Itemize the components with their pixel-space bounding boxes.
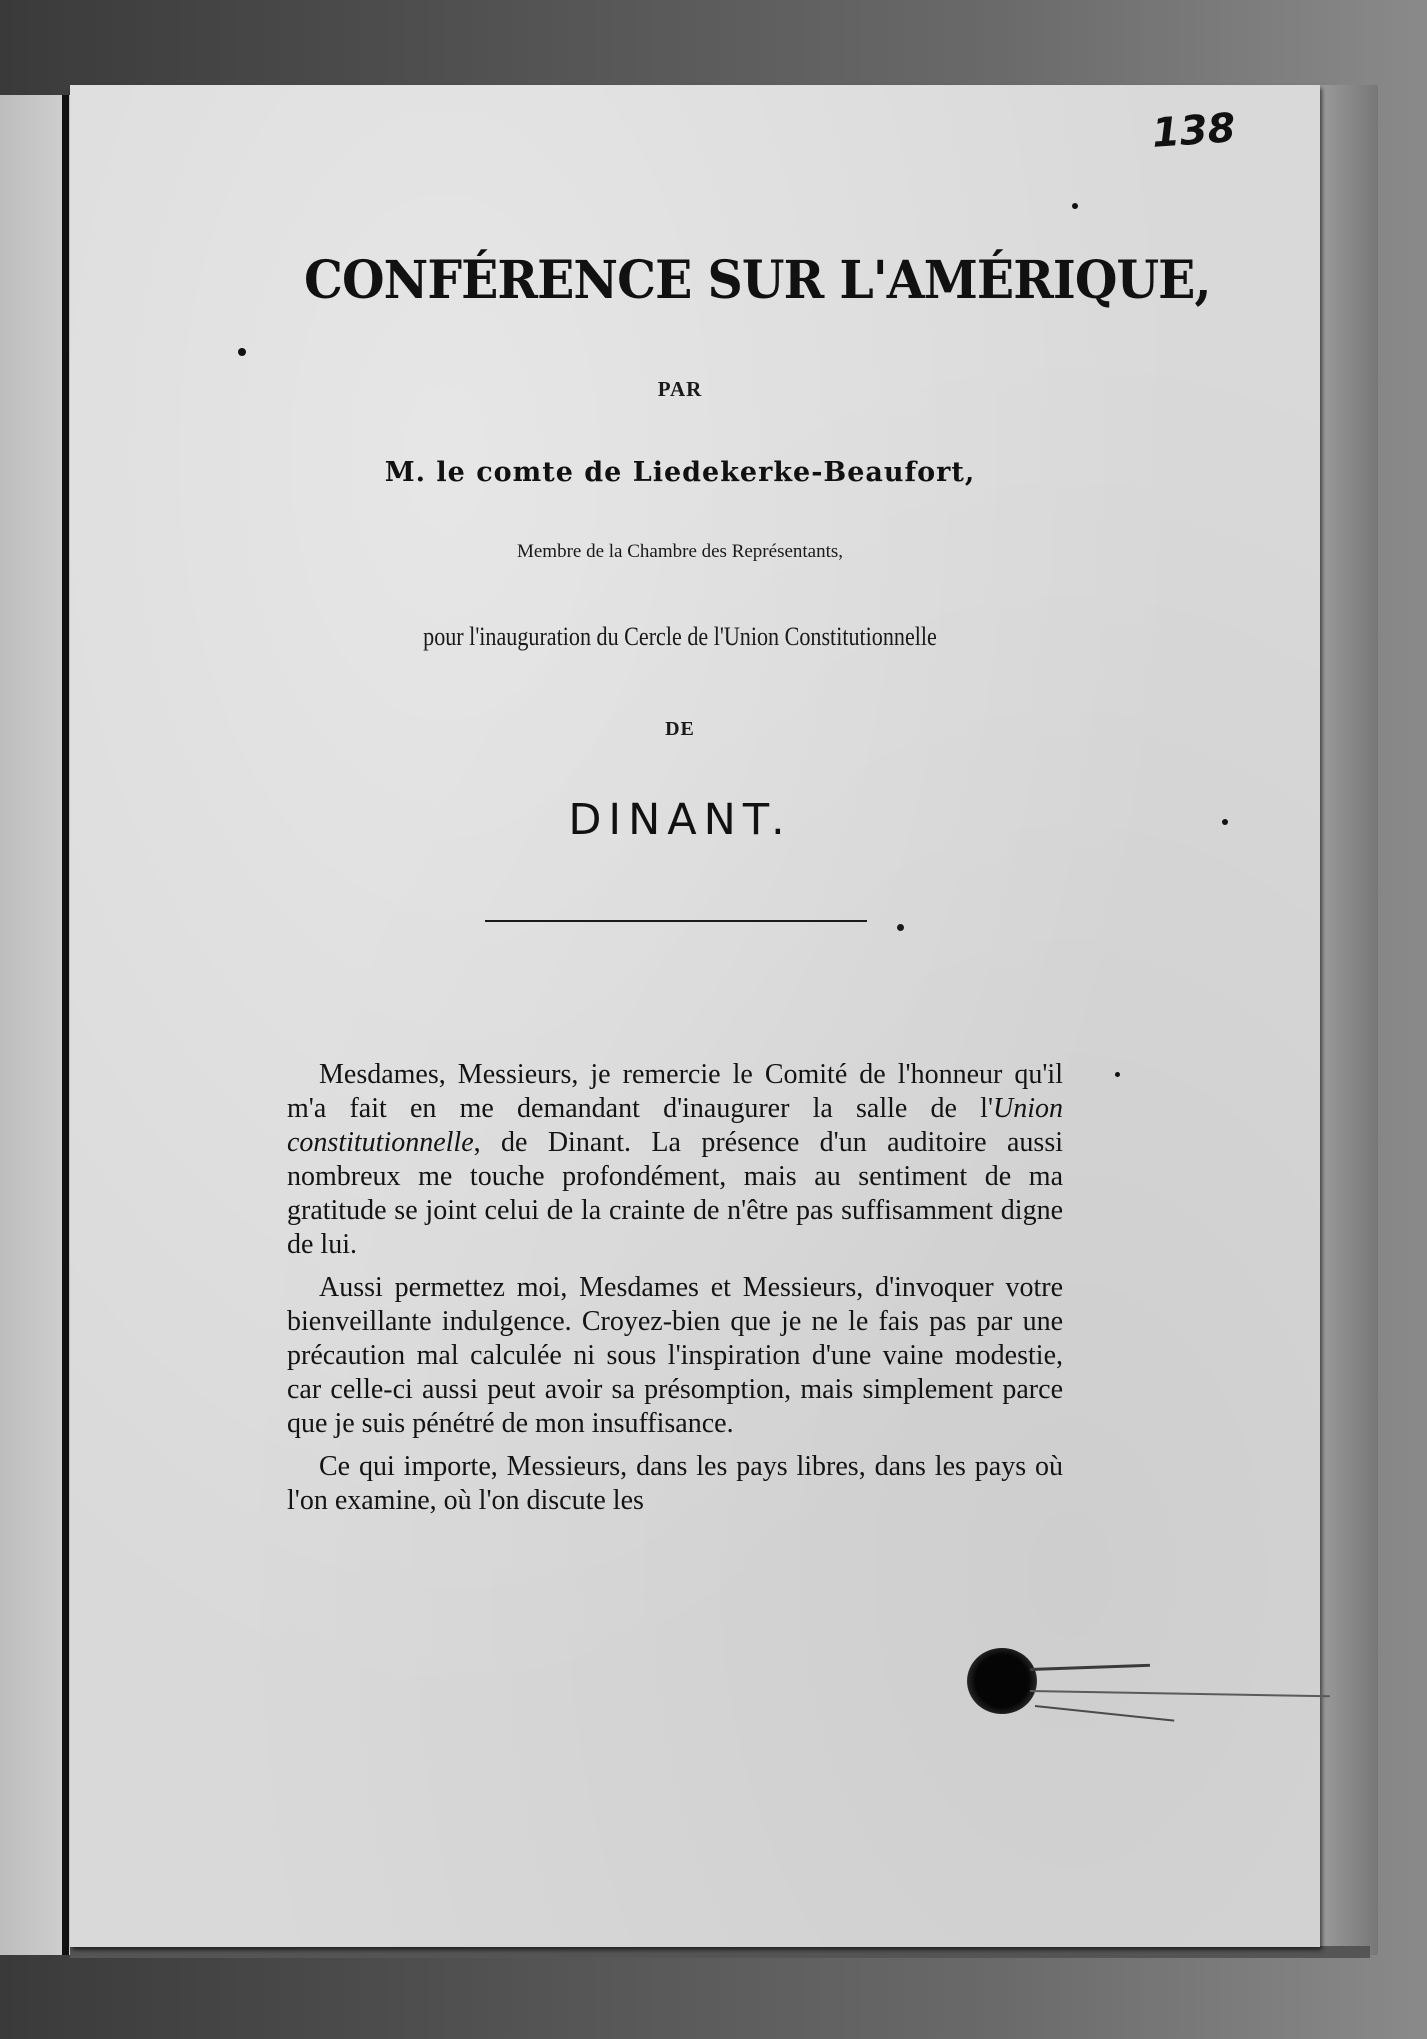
paragraph-3: Ce qui importe, Messieurs, dans les pays libres, dans les pays où l'on examine, où l'on discute les (287, 1451, 1063, 1516)
occasion-line: pour l'inauguration du Cercle de l'Union Constitutionnelle (423, 622, 937, 651)
document-page (70, 85, 1320, 1947)
author-position: Membre de la Chambre des Représentants, (516, 541, 844, 562)
connector-de: DE (665, 718, 695, 740)
divider-dot (897, 924, 904, 931)
binding-edge (62, 95, 69, 1955)
speck (1222, 819, 1228, 825)
speck (238, 348, 246, 356)
paragraph-1-part-a: Mesdames, Messieurs, je remercie le Comité de l'honneur qu'il m'a fait en me demandant d'inaugurer la salle de l' (287, 1059, 1063, 1124)
speck (1072, 203, 1078, 209)
paragraph-1 (287, 1058, 1063, 1262)
ink-blot (967, 1648, 1037, 1714)
paragraph-2: Aussi permettez moi, Mesdames et Messieurs, d'invoquer votre bienveillante indulgence. Croyez-bien que je ne le fais pas par une précaution mal calculée ni sous l'inspiration d'une vaine modestie, car celle-ci aussi peut avoir sa présomption, mais simplement parce que je suis pénétré de mon insuffisance. (287, 1272, 1063, 1439)
section-divider (485, 920, 867, 922)
page-right-shadow (1318, 85, 1378, 1955)
document-title: CONFÉRENCE SUR L'AMÉRIQUE, (304, 250, 1211, 311)
city-name: DINANT. (568, 795, 792, 845)
body-text (287, 1058, 1063, 1527)
author-name: M. le comte de Liedekerke-Beaufort, (384, 457, 976, 488)
folio-number: 138 (1150, 105, 1238, 157)
previous-page-edge (0, 95, 70, 1955)
paragraph-1-italic: Union constitutionnelle (287, 1093, 1063, 1158)
speck (1115, 1072, 1120, 1077)
page-bottom-shadow (70, 1946, 1370, 1958)
paragraph-1-part-b: , de Dinant. La présence d'un auditoire aussi nombreux me touche profondément, mais au sentiment de ma gratitude se joint celui de la crainte de n'être pas suffisamment digne de lui. (287, 1127, 1063, 1260)
byline-par: PAR (657, 377, 703, 401)
